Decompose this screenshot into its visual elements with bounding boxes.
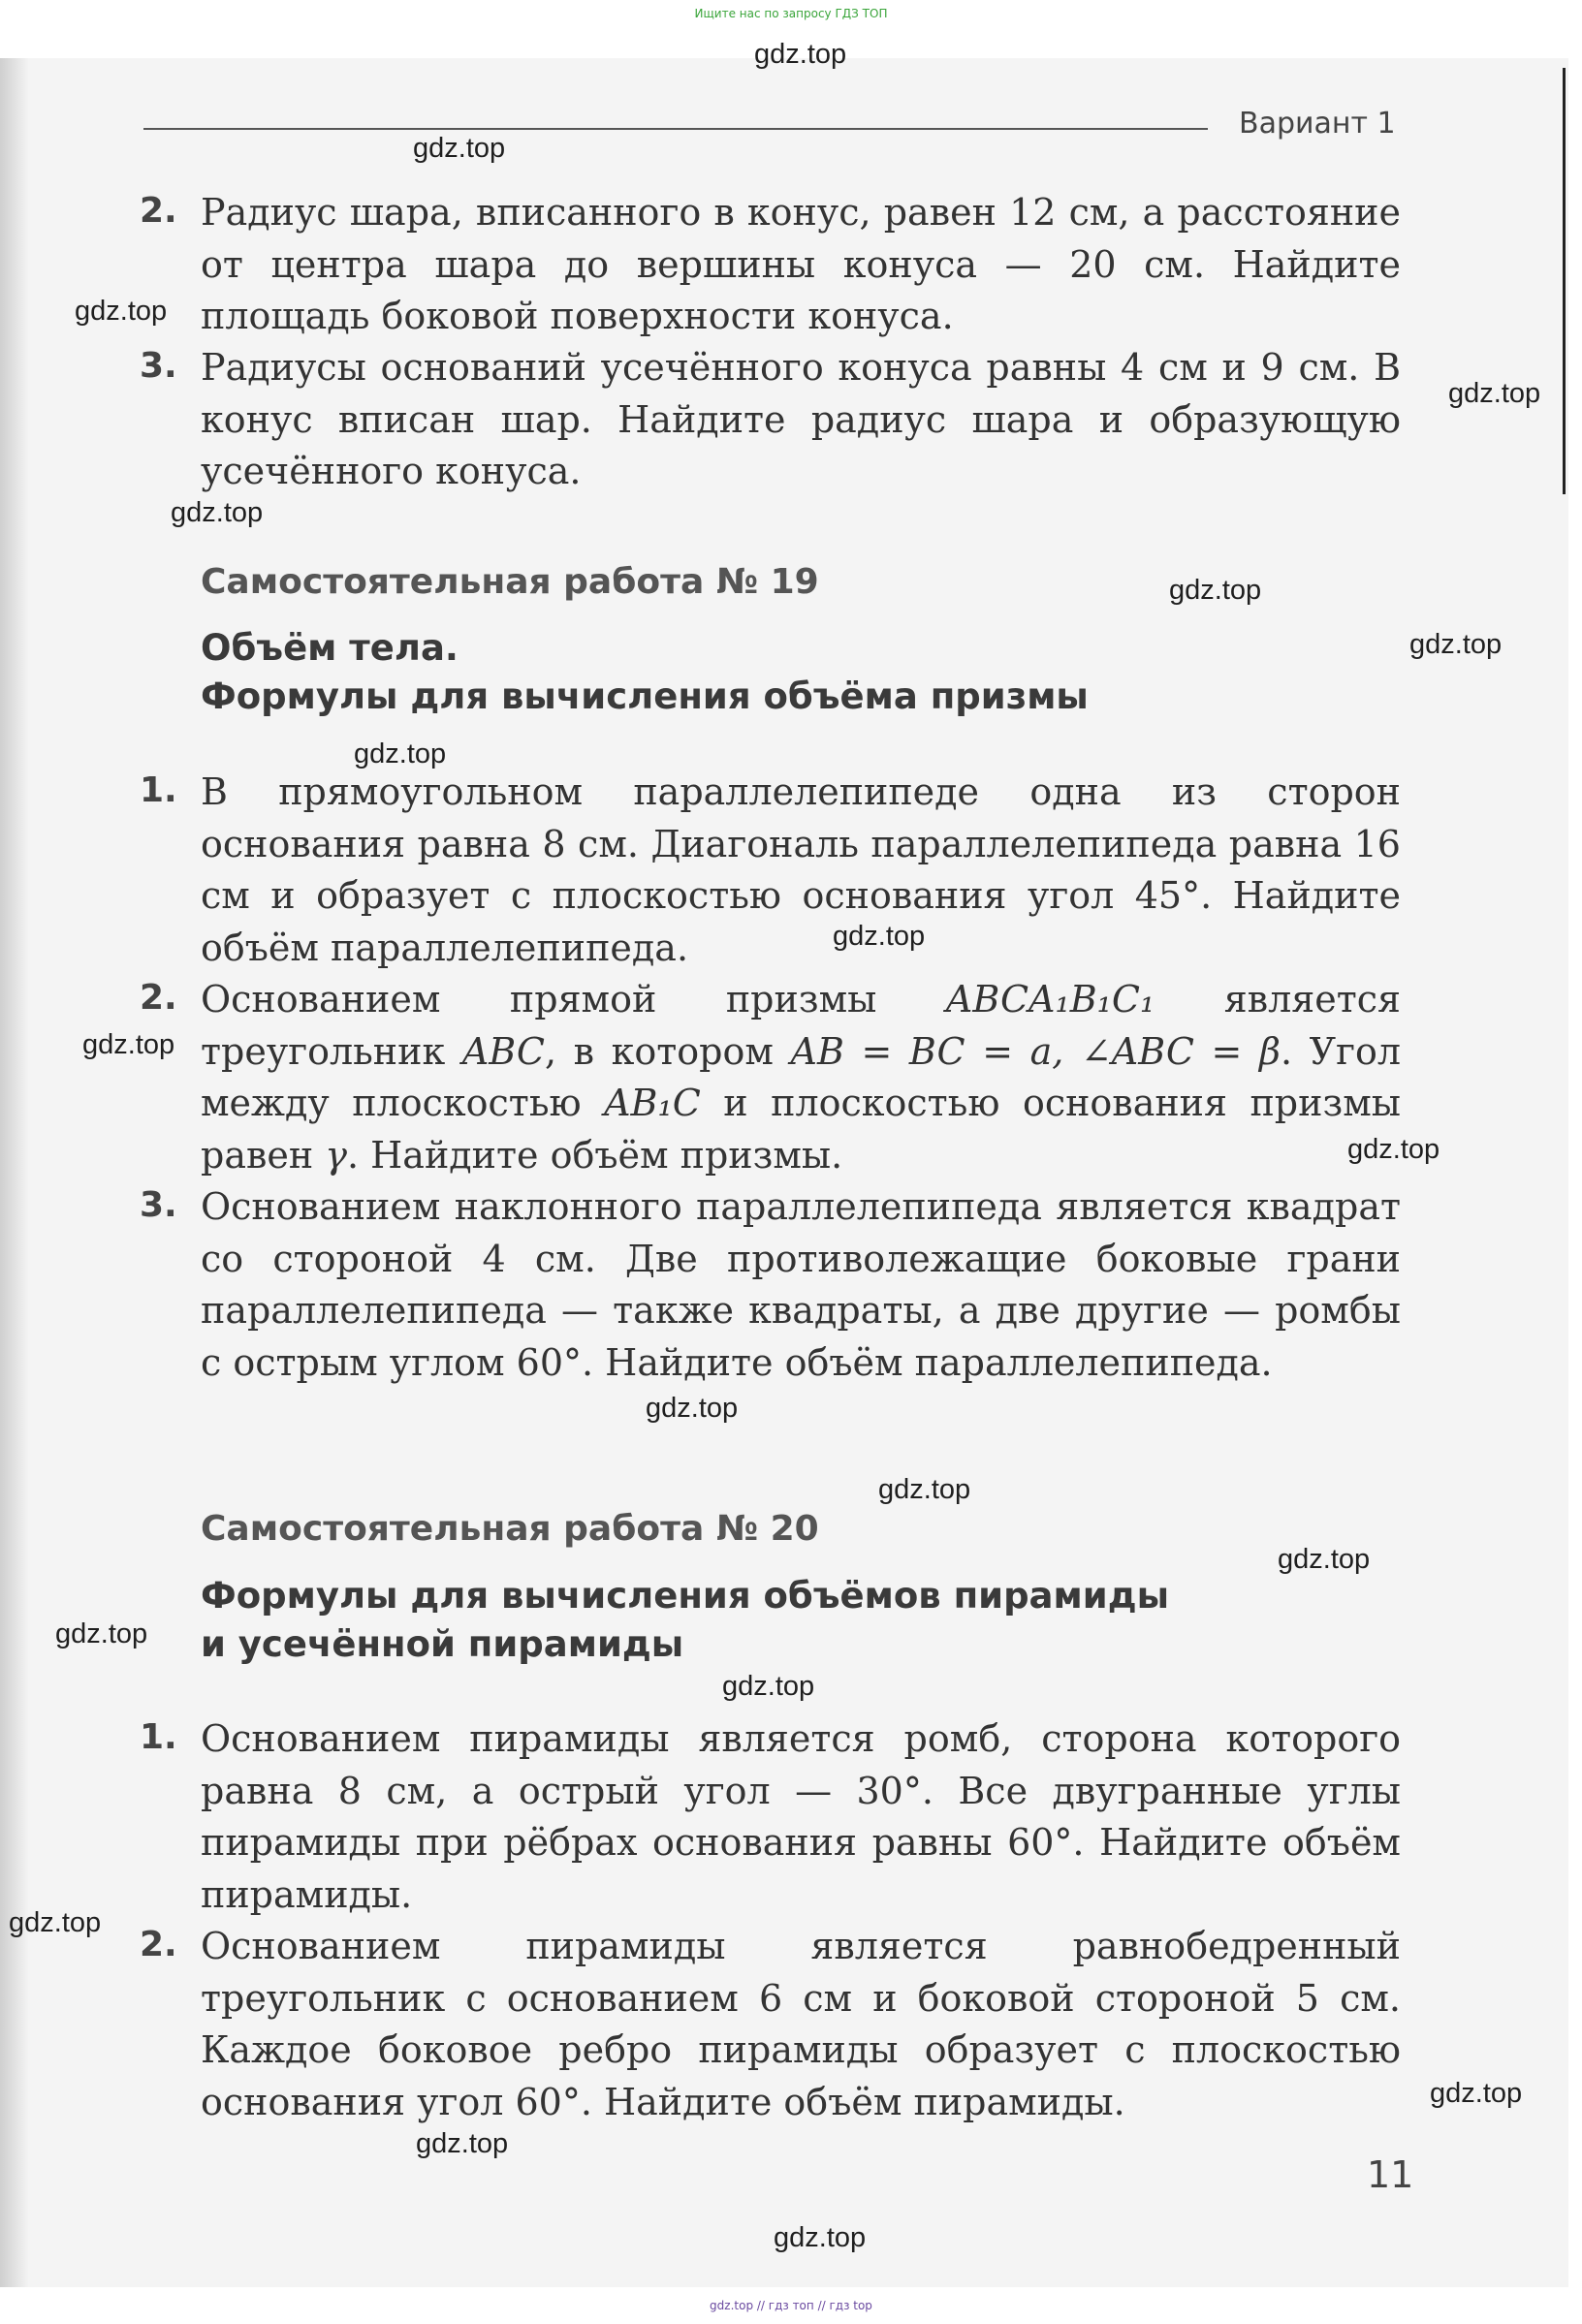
task-number: 3. bbox=[140, 1185, 177, 1225]
task-number: 2. bbox=[140, 1925, 177, 1964]
page-edge-line bbox=[1563, 68, 1566, 494]
section-title-line: Формулы для вычисления объёмов пирамиды bbox=[201, 1575, 1170, 1617]
text-run: Основанием прямой призмы bbox=[201, 978, 946, 1021]
task-text: Основанием наклонного параллелепипеда является квадрат со стороной 4 см. Две противолежащие боковые грани параллелепипеда — также квадраты, а две другие — ромбы с острым углом 60°. Найдите объём параллелепипеда. bbox=[201, 1185, 1401, 1384]
header-rule bbox=[143, 128, 1208, 130]
variant-label: Вариант 1 bbox=[1239, 107, 1396, 141]
text-run: является треугольник bbox=[201, 978, 1401, 1073]
section-label: Самостоятельная работа № 20 bbox=[201, 1509, 819, 1549]
watermark: gdz.top bbox=[9, 1907, 102, 1938]
text-run: . Угол между плоскостью bbox=[201, 1029, 1402, 1124]
math-expression: ABCA₁B₁C₁ bbox=[945, 978, 1155, 1021]
task-text: Основанием пирамиды является ромб, сторона которого равна 8 см, а острый угол — 30°. Все двугранные углы пирамиды при рёбрах основания равны 60°. Найдите объём пирамиды. bbox=[201, 1717, 1401, 1916]
watermark: gdz.top bbox=[75, 296, 168, 327]
task-text bbox=[201, 974, 1401, 1181]
watermark: gdz.top bbox=[774, 2222, 867, 2253]
math-expression: AB = BC = a, ∠ABC = β bbox=[790, 1029, 1281, 1073]
watermark: gdz.top bbox=[646, 1393, 739, 1424]
section-title-line: Формулы для вычисления объёма призмы bbox=[201, 675, 1089, 717]
watermark: gdz.top bbox=[171, 497, 264, 528]
top-banner: Ищите нас по запросу ГДЗ ТОП bbox=[694, 7, 888, 20]
watermark: gdz.top bbox=[1347, 1134, 1440, 1165]
task-text: Основанием пирамиды является равнобедренный треугольник с основанием 6 см и боковой стороной 5 см. Каждое боковое ребро пирамиды образует с плоскостью основания угол 60°. Найдите объём пирамиды. bbox=[201, 1925, 1401, 2123]
watermark: gdz.top bbox=[1430, 2078, 1523, 2109]
text-run: и плоскостью основания призмы равен bbox=[201, 1082, 1401, 1177]
watermark: gdz.top bbox=[833, 921, 926, 952]
watermark: gdz.top bbox=[416, 2128, 509, 2159]
watermark: gdz.top bbox=[722, 1671, 815, 1702]
task-number: 1. bbox=[140, 770, 177, 810]
watermark: gdz.top bbox=[878, 1474, 971, 1505]
task-text: Радиус шара, вписанного в конус, равен 12 см, а расстояние от центра шара до вершины конуса — 20 см. Найдите площадь боковой поверхности конуса. bbox=[201, 191, 1401, 337]
text-run: , в котором bbox=[544, 1029, 791, 1073]
watermark: gdz.top bbox=[82, 1029, 175, 1060]
watermark: gdz.top bbox=[754, 39, 847, 70]
watermark: gdz.top bbox=[1448, 378, 1541, 409]
section-label: Самостоятельная работа № 19 bbox=[201, 562, 819, 602]
section-title bbox=[201, 624, 1403, 721]
section-title-line: и усечённой пирамиды bbox=[201, 1623, 684, 1665]
text-run: . Найдите объём призмы. bbox=[347, 1133, 843, 1177]
section-title-line: Объём тела. bbox=[201, 627, 459, 669]
bottom-banner: gdz.top // гдз топ // гдз top bbox=[710, 2299, 872, 2312]
math-expression: γ bbox=[325, 1133, 347, 1177]
page-number: 11 bbox=[1367, 2153, 1414, 2196]
task-number: 3. bbox=[140, 346, 177, 386]
watermark: gdz.top bbox=[1278, 1544, 1371, 1575]
math-expression: ABC bbox=[461, 1029, 545, 1073]
watermark: gdz.top bbox=[1409, 629, 1503, 660]
task-number: 2. bbox=[140, 191, 177, 231]
watermark: gdz.top bbox=[354, 738, 447, 769]
watermark: gdz.top bbox=[1169, 575, 1262, 606]
task-number: 1. bbox=[140, 1717, 177, 1757]
section-title bbox=[201, 1572, 1403, 1669]
math-expression: AB₁C bbox=[604, 1082, 701, 1124]
task-text: В прямоугольном параллелепипеде одна из сторон основания равна 8 см. Диагональ параллелепипеда равна 16 см и образует с плоскостью основания угол 45°. Найдите объём параллелепипеда. bbox=[201, 770, 1401, 969]
page-spine-shadow bbox=[0, 58, 29, 2287]
watermark: gdz.top bbox=[55, 1618, 148, 1649]
task-text: Радиусы оснований усечённого конуса равны 4 см и 9 см. В конус вписан шар. Найдите радиус шара и образующую усечённого конуса. bbox=[201, 346, 1401, 492]
task-number: 2. bbox=[140, 978, 177, 1018]
watermark: gdz.top bbox=[413, 133, 506, 164]
